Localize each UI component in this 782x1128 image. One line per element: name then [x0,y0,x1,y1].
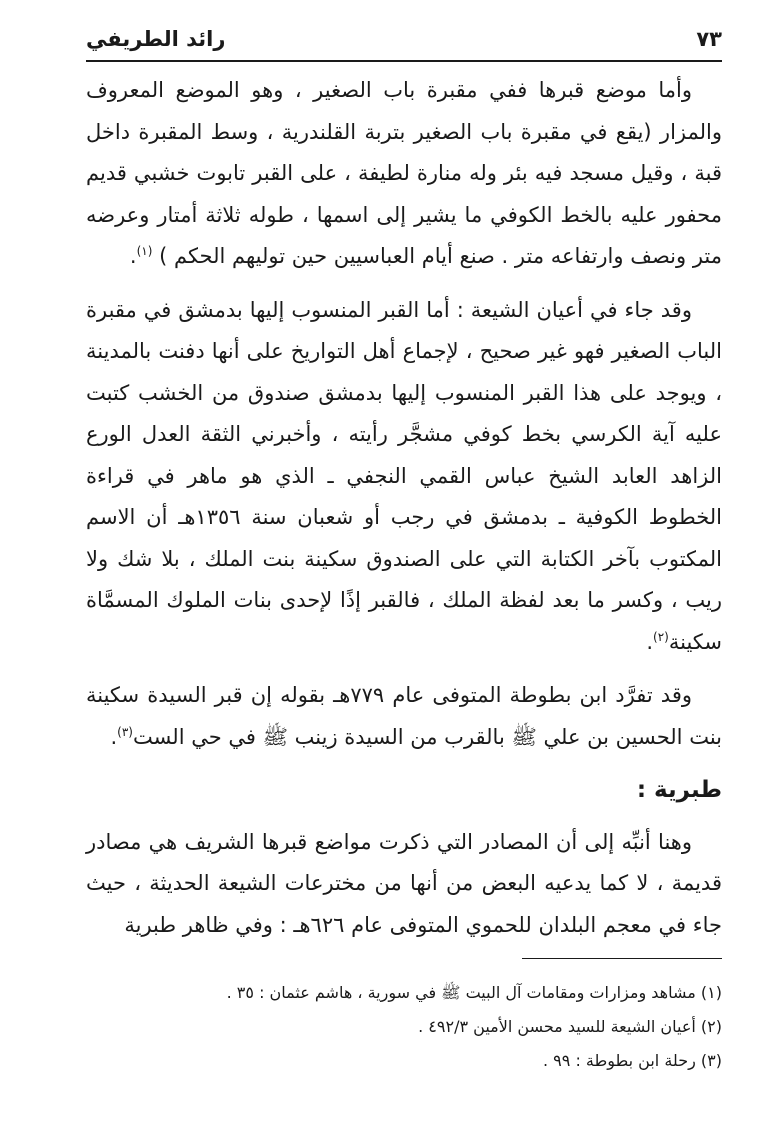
paragraph-1 [86,70,722,278]
footnotes [86,976,722,1078]
footnote-1: (١) مشاهد ومزارات ومقامات آل البيت ﷺ في سورية ، هاشم عثمان : ٣٥ . [226,983,722,1002]
paragraph-1-end: . [129,244,137,268]
page-number: ٧٣ [696,27,722,51]
header-rule [86,60,722,62]
paragraph-2-end: . [646,629,654,654]
paragraph-2 [86,290,722,664]
paragraph-3-text: وقد تفرَّد ابن بطوطة المتوفى عام ٧٧٩هـ بقوله إن قبر السيدة سكينة بنت الحسين بن علي ﷺ بالقرب من السيدة زينب ﷺ في حي الست [86,683,722,749]
page-header [86,22,722,56]
section-title: طبرية : [636,777,722,803]
footnote-2: (٢) أعيان الشيعة للسيد محسن الأمين ٤٩٢/٣ . [418,1017,722,1036]
paragraph-2-text: وقد جاء في أعيان الشيعة : أما القبر المنسوب إليها بدمشق في مقبرة الباب الصغير فهو غير صحيح ، لإجماع أهل التواريخ على أنها دفنت بالمدينة ، ويوجد على هذا القبر المنسوب إليها بدمشق صندوق من الخشب كتبت عليه آية الكرسي بخط كوفي مشجَّر رأيته ، وأخبرني الثقة العدل الورع الزاهد العابد الشيخ عباس القمي النجفي ـ الذي هو ماهر في قراءة الخطوط الكوفية ـ بدمشق في رجب أو شعبان سنة ١٣٥٦هـ أن الاسم المكتوب بآخر الكتابة التي على الصندوق سكينة بنت الملك ، بلا شك ولا ريب ، وكسر ما بعد لفظة الملك ، فالقبر إذًا لإحدى بنات الملوك المسمَّاة سكينة [86,297,722,654]
paragraph-4-text: وهنا أنبِّه إلى أن المصادر التي ذكرت مواضع قبرها الشريف هي مصادر قديمة ، لا كما يدعيه البعض من أنها من مخترعات الشيعة الحديثة ، حيث جاء في معجم البلدان للحموي المتوفى عام ٦٢٦هـ : وفي ظاهر طبرية [86,829,722,937]
paragraph-1-text: وأما موضع قبرها ففي مقبرة باب الصغير ، وهو الموضع المعروف والمزار (يقع في مقبرة باب الصغير بتربة القلندرية ، وسط المقبرة داخل قبة ، وقيل مسجد فيه بئر وله منارة لطيفة ، على القبر تابوت خشبي قديم محفور عليه بالخط الكوفي ما يشير إلى اسمها ، طوله ثلاثة أمتار وعرضه متر ونصف وارتفاعه متر . صنع أيام العباسيين حين توليهم الحكم ) [86,78,722,268]
running-title: رائد الطريفي [86,27,226,51]
paragraph-3 [86,675,722,758]
footnote-ref-3: (٣) [117,724,133,739]
paragraph-4 [86,822,722,947]
body-text [86,70,722,958]
footnote-rule [522,958,722,959]
footnote-ref-2: (٢) [653,629,669,644]
paragraph-3-end: . [110,724,118,749]
footnote-ref-1: (١) [136,244,153,258]
footnote-3: (٣) رحلة ابن بطوطة : ٩٩ . [543,1051,722,1070]
